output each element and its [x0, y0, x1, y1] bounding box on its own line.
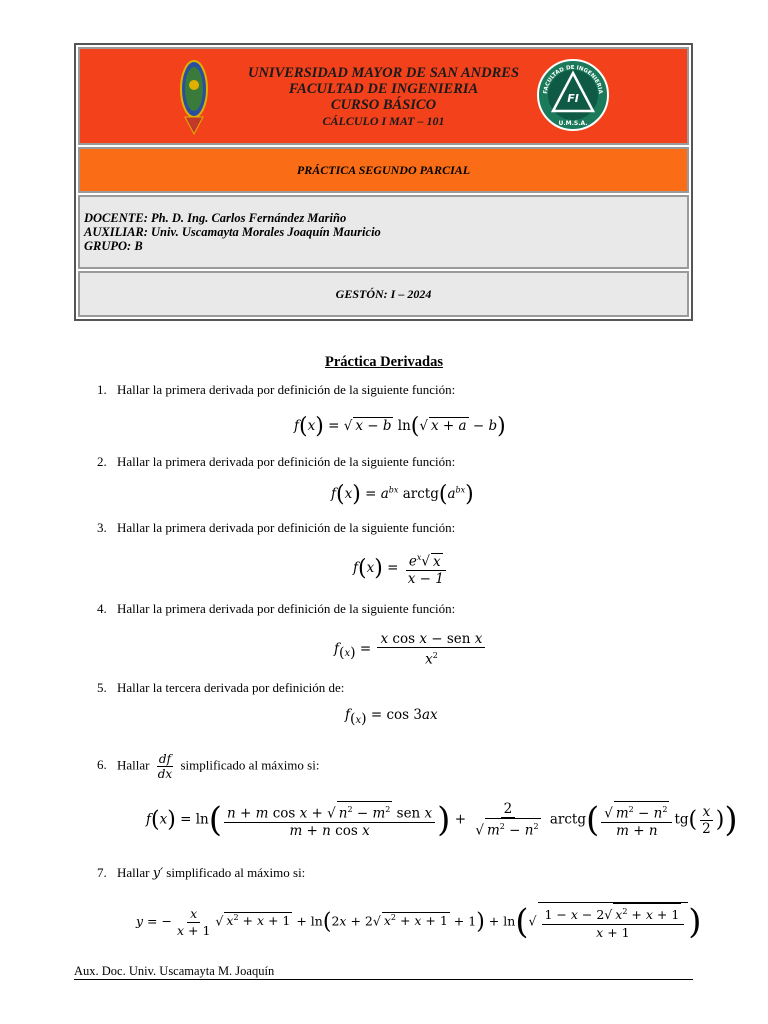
faculty-name: FACULTAD DE INGENIERIA — [288, 81, 479, 97]
problem-number: 1. — [97, 382, 107, 397]
problem-number: 7. — [97, 865, 107, 880]
fraction-numerator: df — [158, 752, 172, 766]
logo-arc-text: FACULTAD DE INGENIERIA — [542, 64, 604, 95]
problem-1 — [97, 382, 455, 398]
logo-bottom-text: U.M.S.A. — [558, 120, 588, 127]
logo-mark: FI — [567, 92, 579, 105]
problem-text: Hallar la primera derivada por definición de la siguiente función: — [117, 601, 456, 616]
header-banner — [78, 47, 689, 145]
subject-name: CÁLCULO I MAT – 101 — [322, 114, 445, 128]
problem-number: 6. — [97, 757, 107, 773]
practice-title: PRÁCTICA SEGUNDO PARCIAL — [296, 162, 471, 177]
formula-5: $f_{(x)} = \cos 3ax$ — [345, 707, 438, 727]
problem-2 — [97, 454, 455, 470]
problem-text-after: simplificado al máximo si: — [166, 865, 306, 880]
problem-6 — [97, 752, 319, 781]
problem-text: Hallar — [117, 757, 150, 773]
problem-number: 4. — [97, 601, 107, 616]
problem-4 — [97, 601, 455, 617]
formula-2: $f(x) = a^{bx}$ $arctg(a^{bx})$ — [331, 482, 474, 507]
problem-text: Hallar la primera derivada por definición de la siguiente función: — [117, 454, 456, 469]
y-prime-symbol: y′ — [152, 866, 164, 881]
header-table — [74, 43, 693, 321]
gestion-text: GESTÓN: I – 2024 — [335, 286, 432, 301]
problem-text: Hallar — [117, 865, 150, 880]
gestion-row — [78, 271, 689, 317]
problem-text: Hallar la primera derivada por definición de la siguiente función: — [117, 382, 456, 397]
auxiliar-line: AUXILIAR: Univ. Uscamayta Morales Joaquín Mauricio — [84, 225, 381, 239]
docente-line: DOCENTE: Ph. D. Ing. Carlos Fernández Mariño — [84, 211, 347, 225]
footer-text: Aux. Doc. Univ. Uscamayta M. Joaquín — [74, 964, 275, 978]
problem-5 — [97, 680, 344, 696]
problem-number: 2. — [97, 454, 107, 469]
grupo-line: GRUPO: B — [84, 239, 143, 253]
problem-text: Hallar la primera derivada por definición de la siguiente función: — [117, 520, 456, 535]
formula-3: f(x) = $\frac{e^x√ x}{x - 1}$ — [353, 550, 449, 587]
practice-title-row — [78, 147, 689, 193]
fraction-denominator: dx — [157, 767, 173, 781]
problem-text: Hallar la tercera derivada por definición de: — [117, 680, 345, 695]
formula-6: f(x) = ln( $\frac{n + m \cos x + √ n^2 - m^2 sen x}{\text{m + n cos x}}$ ) + $\frac{2}{√ m^2 - n^2}$ arctg( $\frac{√ m^2 - n^2}{m + n}$ tg( $\frac{x}{2}$ )) — [146, 800, 738, 840]
info-row — [78, 195, 689, 269]
formula-7: y = − $\frac{x}{x + 1}$ √ $x^2 + x + 1 + \ln(2x + 2√$ $x^2 + x + 1 + 1) + \ln(√$ $\frac{1 - x - 2√ x^2 + x + 1}{x + 1}$ ) — [136, 902, 702, 942]
df-dx-fraction — [156, 752, 174, 781]
formula-4: $f_{(x)}$ = $\frac{\text{x cos x − sen x}}{x^2}$ — [334, 631, 487, 668]
problem-number: 5. — [97, 680, 107, 695]
formula-1: f(x) = √ x − b ln(√ x + a − b) — [294, 414, 506, 439]
section-title: Práctica Derivadas — [325, 354, 443, 370]
problem-text-after: simplificado al máximo si: — [180, 757, 320, 773]
footer-divider — [74, 979, 693, 980]
course-name: CURSO BÁSICO — [330, 97, 437, 113]
university-name: UNIVERSIDAD MAYOR DE SAN ANDRES — [247, 65, 520, 81]
problem-number: 3. — [97, 520, 107, 535]
problem-3 — [97, 520, 455, 536]
problem-7 — [97, 865, 305, 881]
faculty-logo-icon — [537, 59, 609, 131]
